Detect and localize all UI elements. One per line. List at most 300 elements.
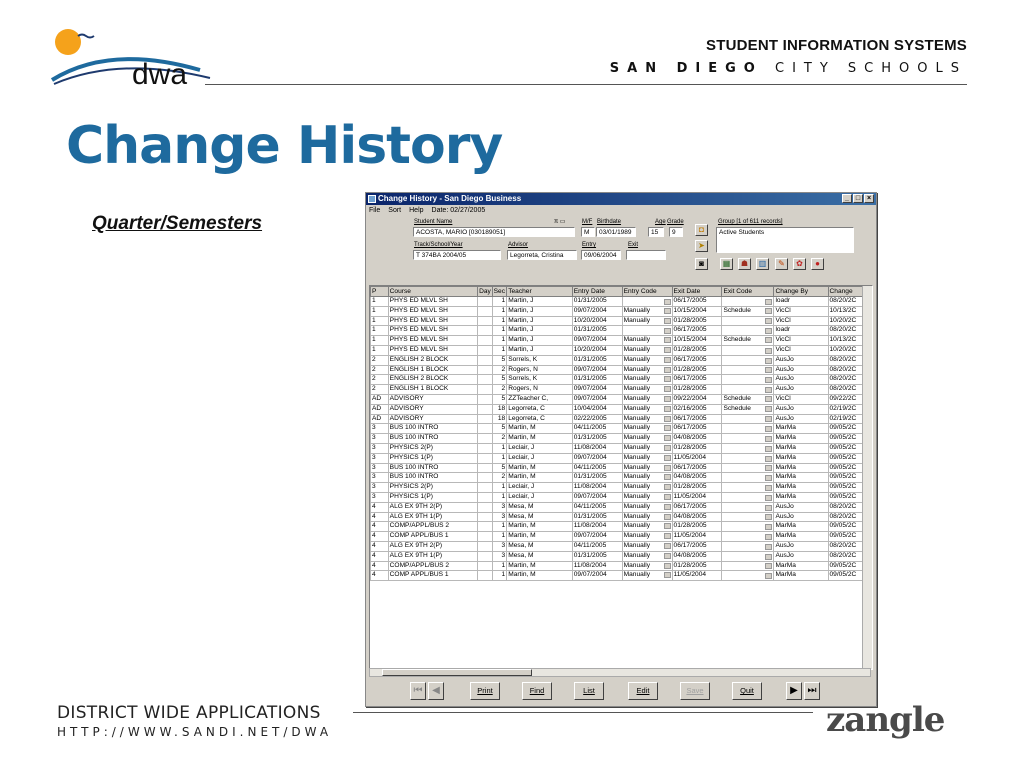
close-icon[interactable]: × — [864, 194, 874, 203]
dropdown-icon[interactable] — [765, 554, 772, 560]
dropdown-icon[interactable] — [664, 563, 671, 569]
dropdown-icon[interactable] — [765, 544, 772, 550]
cell-text: BUS 100 INTRO — [389, 434, 439, 442]
cell-teacher — [507, 571, 573, 581]
cell-text: Martin, J — [508, 306, 534, 314]
cell-change-by — [774, 551, 828, 561]
maximize-icon[interactable]: □ — [853, 194, 863, 203]
table-row[interactable] — [371, 326, 865, 336]
dropdown-icon[interactable] — [765, 514, 772, 520]
cell-change — [828, 443, 864, 453]
button-bar — [366, 679, 876, 703]
dropdown-icon[interactable] — [765, 475, 772, 481]
dropdown-icon[interactable] — [765, 406, 772, 412]
cell-course — [388, 345, 477, 355]
dropdown-icon[interactable] — [664, 572, 671, 578]
cell-day — [478, 404, 493, 414]
mf-field: M — [581, 227, 595, 237]
cell-text: ENGLISH 1 BLOCK — [389, 365, 449, 373]
cell-teacher — [507, 414, 573, 424]
cell-course — [388, 561, 477, 571]
dropdown-icon[interactable] — [765, 367, 772, 373]
table-row[interactable] — [371, 453, 865, 463]
cell-teacher — [507, 512, 573, 522]
table-row[interactable] — [371, 424, 865, 434]
dropdown-icon[interactable] — [765, 328, 772, 334]
table-row[interactable] — [371, 394, 865, 404]
cell-text: Manually — [623, 541, 651, 549]
student-name-label: Student Name — [414, 219, 453, 225]
dropdown-icon[interactable] — [664, 523, 671, 529]
cell-text: 10/15/2004 — [673, 306, 707, 314]
cell-text: 04/11/2005 — [573, 541, 607, 549]
first-record-icon[interactable]: ⏮ — [410, 682, 426, 700]
list-button[interactable]: List — [574, 682, 604, 700]
cell-text: VicCl — [775, 345, 791, 353]
cell-text: Martin, M — [508, 424, 536, 432]
cell-change-by — [774, 365, 828, 375]
cell-text: PHYS ED MLVL SH — [389, 306, 448, 314]
cell-change-by — [774, 502, 828, 512]
table-body — [371, 297, 865, 581]
cell-teacher — [507, 473, 573, 483]
cell-exit-date — [672, 512, 722, 522]
cell-course — [388, 394, 477, 404]
cell-text: 04/08/2005 — [673, 512, 707, 520]
org-line2-bold: SAN DIEGO — [609, 61, 763, 76]
cell-text: 1 — [501, 483, 506, 491]
cell-text: MarMa — [775, 434, 796, 442]
footer-url: HTTP://WWW.SANDI.NET/DWA — [57, 725, 333, 739]
col-change-by[interactable]: Change By — [774, 287, 828, 297]
cell-course — [388, 424, 477, 434]
dropdown-icon[interactable] — [765, 318, 772, 324]
dropdown-icon[interactable] — [765, 358, 772, 364]
dropdown-icon[interactable] — [765, 495, 772, 501]
cell-text: Sorrels, K — [508, 355, 538, 363]
org-line2-light: CITY SCHOOLS — [775, 61, 967, 76]
edit-button[interactable]: Edit — [628, 682, 658, 700]
dropdown-icon[interactable] — [765, 456, 772, 462]
cell-day — [478, 316, 493, 326]
vertical-scrollbar[interactable] — [862, 286, 872, 669]
col-change[interactable]: Change — [828, 287, 864, 297]
next-record-icon[interactable]: ▶ — [786, 682, 802, 700]
table-row[interactable] — [371, 551, 865, 561]
dropdown-icon[interactable] — [664, 553, 671, 559]
chart-icon[interactable]: ▥ — [756, 258, 769, 270]
cell-day — [478, 443, 493, 453]
menu-bar — [366, 205, 876, 216]
cell-day — [478, 297, 493, 307]
col-period[interactable]: P — [371, 287, 389, 297]
dropdown-icon[interactable] — [664, 337, 671, 343]
dropdown-icon[interactable] — [765, 337, 772, 343]
cell-entry-code — [622, 414, 672, 424]
cell-text: 01/28/2005 — [673, 385, 707, 393]
cell-change-by — [774, 434, 828, 444]
cell-text: VicCl — [775, 336, 791, 344]
dropdown-icon[interactable] — [765, 426, 772, 432]
cell-entry-date — [572, 434, 622, 444]
cell-sec — [492, 306, 507, 316]
cell-text: 1 — [501, 336, 506, 344]
table-row[interactable] — [371, 492, 865, 502]
dropdown-icon[interactable] — [664, 514, 671, 520]
cell-text: 09/05/2C — [829, 571, 857, 579]
cell-text: 5 — [501, 355, 506, 363]
save-button[interactable]: Save — [680, 682, 710, 700]
prev-record-icon[interactable]: ◀ — [428, 682, 444, 700]
dropdown-icon[interactable] — [664, 445, 671, 451]
cell-teacher — [507, 424, 573, 434]
cell-exit-code — [722, 541, 774, 551]
dropdown-icon[interactable] — [664, 465, 671, 471]
col-day[interactable]: Day — [479, 288, 491, 295]
table-row[interactable] — [371, 297, 865, 307]
cell-text: AD — [372, 414, 382, 422]
cell-exit-code — [722, 394, 774, 404]
dropdown-icon[interactable] — [765, 563, 772, 569]
minimize-icon[interactable]: _ — [842, 194, 852, 203]
menu-help[interactable]: Help — [409, 207, 424, 214]
cell-exit-date — [672, 424, 722, 434]
dropdown-icon[interactable] — [664, 474, 671, 480]
dropdown-icon[interactable] — [664, 357, 671, 363]
cell-exit-date — [672, 394, 722, 404]
cell-exit-date — [672, 336, 722, 346]
dropdown-icon[interactable] — [664, 396, 671, 402]
cell-text: 01/31/2005 — [573, 473, 607, 481]
cell-exit-code — [722, 443, 774, 453]
col-entry-code[interactable]: Entry Code — [622, 287, 672, 297]
cell-period — [371, 532, 389, 542]
cell-text: Martin, M — [508, 532, 536, 540]
cell-text: 08/20/2C — [829, 365, 857, 373]
dropdown-icon[interactable] — [664, 504, 671, 510]
table-row[interactable] — [371, 306, 865, 316]
cell-course — [388, 375, 477, 385]
cell-change-by — [774, 473, 828, 483]
dropdown-icon[interactable] — [664, 328, 671, 334]
cell-period — [371, 522, 389, 532]
cell-day — [478, 463, 493, 473]
dropdown-icon[interactable] — [664, 425, 671, 431]
cell-entry-code — [622, 336, 672, 346]
dropdown-icon[interactable] — [765, 446, 772, 452]
menu-date: Date: 02/27/2005 — [431, 207, 486, 214]
cell-text: 1 — [501, 443, 506, 451]
table-row[interactable] — [371, 345, 865, 355]
cell-sec — [492, 561, 507, 571]
org-line1: STUDENT INFORMATION SYSTEMS — [706, 37, 967, 54]
cell-day — [478, 473, 493, 483]
cell-text: Manually — [623, 336, 651, 344]
cell-text: Schedule — [723, 404, 751, 412]
cell-sec — [492, 492, 507, 502]
cell-course — [388, 404, 477, 414]
cell-day — [478, 414, 493, 424]
cell-entry-code — [622, 571, 672, 581]
table-row[interactable] — [371, 571, 865, 581]
apple-icon[interactable]: ● — [811, 258, 824, 270]
cell-entry-code — [622, 492, 672, 502]
dropdown-icon[interactable] — [664, 494, 671, 500]
cell-period — [371, 571, 389, 581]
table-row[interactable] — [371, 414, 865, 424]
menu-file[interactable]: File — [369, 207, 381, 214]
cell-change — [828, 375, 864, 385]
dropdown-icon[interactable] — [765, 573, 772, 579]
cell-text: 08/20/2C — [829, 541, 857, 549]
cell-change — [828, 345, 864, 355]
horizontal-scrollbar[interactable] — [369, 668, 871, 677]
cell-entry-date — [572, 345, 622, 355]
cell-teacher — [507, 561, 573, 571]
cell-sec — [492, 385, 507, 395]
folder-icon[interactable]: ◘ — [695, 224, 708, 236]
cell-text: 08/20/2C — [829, 512, 857, 520]
table-row[interactable] — [371, 385, 865, 395]
cell-exit-date — [672, 443, 722, 453]
dropdown-icon[interactable] — [664, 543, 671, 549]
cell-entry-code — [622, 434, 672, 444]
cell-entry-code — [622, 532, 672, 542]
cell-text: 01/31/2005 — [573, 326, 607, 334]
cell-text: Manually — [623, 551, 651, 559]
dropdown-icon[interactable] — [664, 308, 671, 314]
dropdown-icon[interactable] — [765, 348, 772, 354]
cell-text: PHYS ED MLVL SH — [389, 345, 448, 353]
cell-text: 11/05/2004 — [673, 492, 707, 500]
table-row[interactable] — [371, 532, 865, 542]
cell-change-by — [774, 512, 828, 522]
table-row[interactable] — [371, 316, 865, 326]
print-button[interactable]: Print — [470, 682, 500, 700]
cell-text: ALG EX 9TH 2(P) — [389, 541, 443, 549]
table-row[interactable] — [371, 434, 865, 444]
cell-change — [828, 355, 864, 365]
cell-exit-code — [722, 385, 774, 395]
cell-text: 04/11/2005 — [573, 463, 607, 471]
table-row[interactable] — [371, 336, 865, 346]
table-row[interactable] — [371, 443, 865, 453]
dropdown-icon[interactable] — [765, 308, 772, 314]
dropdown-icon[interactable] — [765, 505, 772, 511]
quit-button[interactable]: Quit — [732, 682, 762, 700]
cell-text: Manually — [623, 522, 651, 530]
cell-text: 09/07/2004 — [573, 306, 607, 314]
grade-label: Grade — [667, 219, 684, 225]
footer-title: DISTRICT WIDE APPLICATIONS — [57, 703, 321, 723]
cell-text: 2 — [372, 385, 376, 393]
menu-sort[interactable]: Sort — [388, 207, 402, 214]
cell-text: AusJo — [775, 375, 794, 383]
cell-text: AusJo — [775, 502, 794, 510]
cell-entry-date — [572, 306, 622, 316]
cell-text: 3 — [372, 483, 376, 491]
cell-text: ENGLISH 2 BLOCK — [389, 355, 449, 363]
people-icon[interactable]: ☗ — [738, 258, 751, 270]
cell-text: 1 — [501, 571, 506, 579]
cell-teacher — [507, 463, 573, 473]
window-titlebar[interactable] — [366, 193, 876, 205]
table-row[interactable] — [371, 463, 865, 473]
cell-text: MarMa — [775, 532, 796, 540]
col-course[interactable]: Course — [388, 287, 477, 297]
dropdown-icon[interactable] — [664, 347, 671, 353]
cell-text: ADVISORY — [389, 404, 424, 412]
cell-text: Manually — [623, 483, 651, 491]
dropdown-icon[interactable] — [765, 534, 772, 540]
dropdown-icon[interactable] — [765, 396, 772, 402]
dropdown-icon[interactable] — [765, 377, 772, 383]
table-row[interactable] — [371, 375, 865, 385]
cell-text: PHYSICS 2(P) — [389, 483, 433, 491]
last-record-icon[interactable]: ⏭ — [804, 682, 820, 700]
cell-entry-date — [572, 394, 622, 404]
col-exit-code[interactable]: Exit Code — [722, 287, 774, 297]
cell-text: MarMa — [775, 492, 796, 500]
table-row[interactable] — [371, 473, 865, 483]
cell-sec — [492, 394, 507, 404]
dropdown-icon[interactable] — [664, 406, 671, 412]
dropdown-icon[interactable] — [765, 485, 772, 491]
dropdown-icon[interactable] — [765, 436, 772, 442]
cell-text: 4 — [372, 502, 376, 510]
dropdown-icon[interactable] — [664, 376, 671, 382]
cell-text: COMP/APPL/BUS 2 — [389, 522, 450, 530]
dropdown-icon[interactable] — [765, 416, 772, 422]
col-exit-date[interactable]: Exit Date — [672, 287, 722, 297]
dropdown-icon[interactable] — [765, 524, 772, 530]
cell-text: 11/05/2004 — [673, 571, 707, 579]
dropdown-icon[interactable] — [664, 484, 671, 490]
cell-course — [388, 512, 477, 522]
cell-course — [388, 434, 477, 444]
dropdown-icon[interactable] — [664, 416, 671, 422]
table-row[interactable] — [371, 522, 865, 532]
cell-text: Leclair, J — [508, 492, 535, 500]
cell-text: 01/31/2005 — [573, 297, 607, 304]
cell-sec — [492, 355, 507, 365]
dropdown-icon[interactable] — [664, 299, 671, 305]
dropdown-icon[interactable] — [664, 386, 671, 392]
cell-text: 1 — [501, 326, 506, 334]
dropdown-icon[interactable] — [664, 455, 671, 461]
cell-text: 01/31/2005 — [573, 434, 607, 442]
cell-entry-code — [622, 375, 672, 385]
cell-text: Mesa, M — [508, 512, 534, 520]
col-entry-date[interactable]: Entry Date — [572, 287, 622, 297]
cell-text: ENGLISH 2 BLOCK — [389, 375, 449, 383]
cell-text: 5 — [501, 424, 506, 432]
cell-change-by — [774, 355, 828, 365]
cell-text: 08/20/2C — [829, 355, 857, 363]
table-row[interactable] — [371, 483, 865, 493]
cell-text: Manually — [623, 561, 651, 569]
dropdown-icon[interactable] — [664, 533, 671, 539]
table-row[interactable] — [371, 355, 865, 365]
cell-text: MarMa — [775, 561, 796, 569]
cell-text: 2 — [501, 365, 506, 373]
cell-entry-date — [572, 541, 622, 551]
table-row[interactable] — [371, 502, 865, 512]
cell-text: 01/28/2005 — [673, 443, 707, 451]
cell-sec — [492, 326, 507, 336]
cell-text: 11/08/2004 — [573, 561, 607, 569]
cell-text: Martin, J — [508, 336, 534, 344]
table-row[interactable] — [371, 561, 865, 571]
cell-course — [388, 541, 477, 551]
arrow-icon[interactable]: ➤ — [695, 240, 708, 252]
grid-icon[interactable]: ▦ — [720, 258, 733, 270]
cell-sec — [492, 532, 507, 542]
table-row[interactable] — [371, 365, 865, 375]
cell-teacher — [507, 492, 573, 502]
dropdown-icon[interactable] — [664, 318, 671, 324]
cell-text: PHYSICS 1(P) — [389, 453, 433, 461]
dropdown-icon[interactable] — [664, 435, 671, 441]
dropdown-icon[interactable] — [765, 387, 772, 393]
paint-icon[interactable]: ✿ — [793, 258, 806, 270]
camera-icon[interactable]: ◙ — [695, 258, 708, 270]
cell-text: Leclair, J — [508, 443, 535, 451]
col-teacher[interactable]: Teacher — [507, 287, 573, 297]
dropdown-icon[interactable] — [765, 465, 772, 471]
cell-entry-code — [622, 443, 672, 453]
cell-period — [371, 297, 389, 307]
cell-sec — [492, 512, 507, 522]
cell-exit-code — [722, 434, 774, 444]
cell-change-by — [774, 541, 828, 551]
cell-day — [478, 541, 493, 551]
cell-course — [388, 306, 477, 316]
table-row[interactable] — [371, 404, 865, 414]
table-row[interactable] — [371, 541, 865, 551]
col-sec[interactable]: Sec — [493, 288, 506, 295]
cell-exit-code — [722, 463, 774, 473]
find-button[interactable]: Find — [522, 682, 552, 700]
cell-teacher — [507, 502, 573, 512]
dropdown-icon[interactable] — [765, 299, 772, 305]
cell-text: 1 — [501, 306, 506, 314]
cell-text: Manually — [623, 404, 651, 412]
scroll-thumb[interactable] — [382, 669, 532, 676]
cell-exit-date — [672, 385, 722, 395]
cell-entry-date — [572, 385, 622, 395]
cell-teacher — [507, 306, 573, 316]
table-row[interactable] — [371, 512, 865, 522]
cell-sec — [492, 345, 507, 355]
cell-course — [388, 453, 477, 463]
cell-sec — [492, 571, 507, 581]
advisor-label: Advisor — [508, 242, 529, 248]
track-field: T 374BA 2004/05 — [413, 250, 501, 260]
cell-text: 08/20/2C — [829, 502, 857, 510]
dropdown-icon[interactable] — [664, 367, 671, 373]
cell-sec — [492, 541, 507, 551]
cell-exit-date — [672, 492, 722, 502]
pencil-icon[interactable]: ✎ — [775, 258, 788, 270]
cell-text: 3 — [501, 512, 506, 520]
cell-change — [828, 404, 864, 414]
cell-entry-date — [572, 326, 622, 336]
cell-text: MarMa — [775, 453, 796, 461]
cell-text: VicCl — [775, 306, 791, 314]
cell-teacher — [507, 297, 573, 307]
cell-entry-date — [572, 375, 622, 385]
